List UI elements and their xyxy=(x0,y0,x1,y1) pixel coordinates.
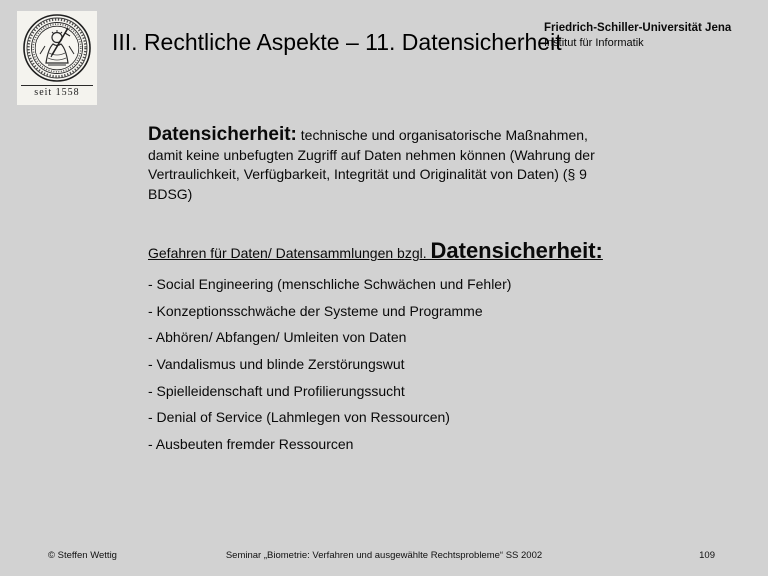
university-logo xyxy=(17,11,97,105)
threats-list xyxy=(148,271,511,458)
institute-name: Institut für Informatik xyxy=(544,37,644,49)
threats-heading xyxy=(148,238,603,264)
organisation-block xyxy=(544,22,731,50)
footer-seminar-title: Seminar „Biometrie: Verfahren und ausgewählte Rechtsprobleme“ SS 2002 xyxy=(225,550,543,561)
threats-heading-prefix: Gefahren für Daten/ Datensammlungen bzgl. xyxy=(148,245,431,261)
footer-author: © Steffen Wettig xyxy=(48,550,117,561)
logo-divider xyxy=(21,85,93,86)
definition-term: Datensicherheit: xyxy=(148,124,297,145)
definition-paragraph xyxy=(148,125,618,204)
threats-heading-emphasis: Datensicherheit: xyxy=(430,238,603,263)
list-item: - Social Engineering (menschliche Schwächen und Fehler) xyxy=(148,276,512,292)
logo-caption: seit 1558 xyxy=(34,87,80,98)
list-item: - Spielleidenschaft und Profilierungssucht xyxy=(148,382,405,399)
university-name: Friedrich-Schiller-Universität Jena xyxy=(544,22,732,34)
list-item: - Konzeptionsschwäche der Systeme und Programme xyxy=(148,302,483,319)
list-item: - Ausbeuten fremder Ressourcen xyxy=(148,436,354,453)
slide-footer xyxy=(0,548,768,564)
list-item: - Denial of Service (Lahmlegen von Ressourcen) xyxy=(148,409,450,426)
definition-text: technische und organisatorische Maßnahmen, damit keine unbefugten Zugriff auf Daten nehmen können (Wahrung der Vertraulichkeit, Verfügbarkeit, Integrität und Originalität von Daten) (§ 9 BDSG) xyxy=(148,127,595,202)
list-item: - Abhören/ Abfangen/ Umleiten von Daten xyxy=(148,329,407,346)
slide-title: III. Rechtliche Aspekte – 11. Datensicherheit xyxy=(112,29,562,55)
university-seal-icon xyxy=(17,13,97,85)
footer-page-number: 109 xyxy=(699,550,715,561)
list-item: - Vandalismus und blinde Zerstörungswut xyxy=(148,356,405,373)
